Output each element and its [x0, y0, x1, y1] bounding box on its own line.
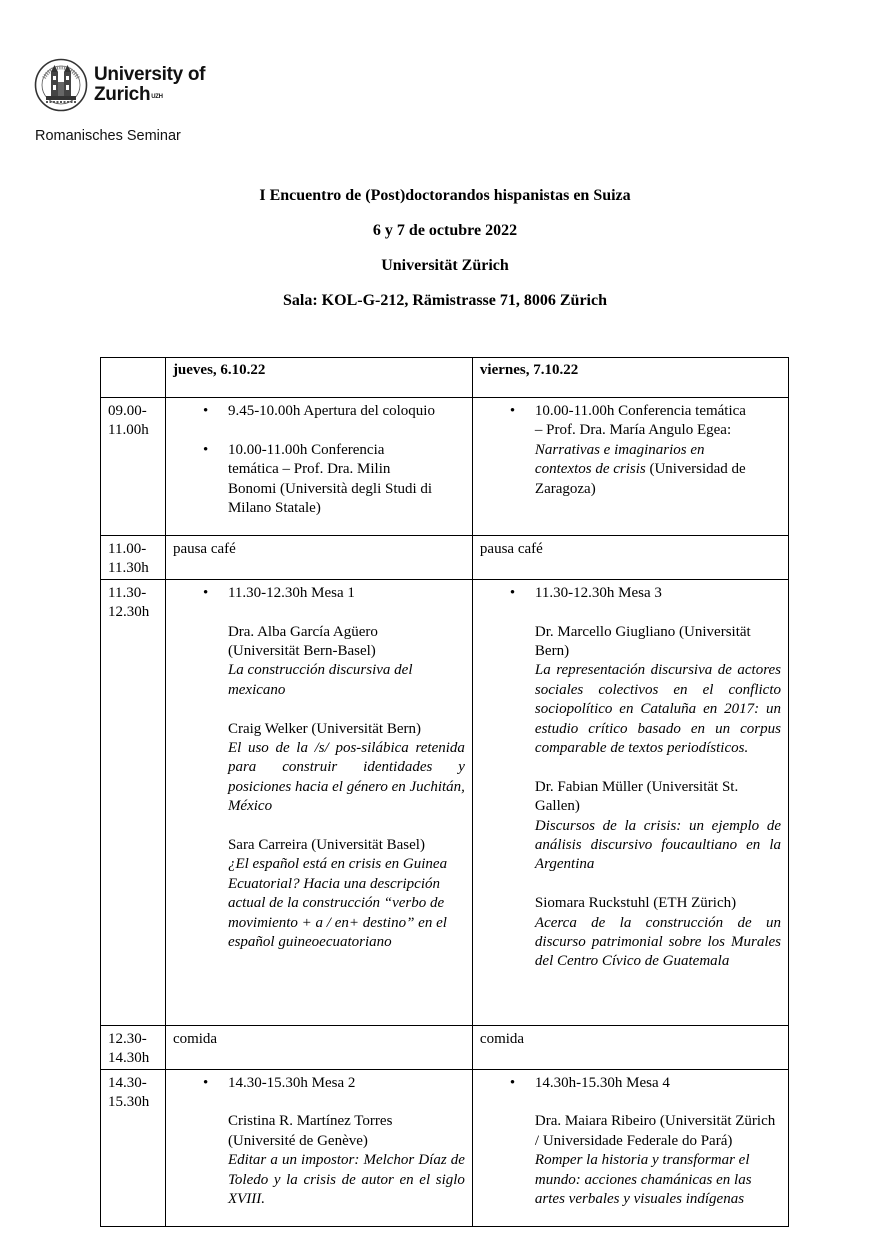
event-header	[0, 186, 890, 326]
talk-speaker: Siomara Ruckstuhl (ETH Zürich)	[534, 895, 737, 912]
talk	[173, 720, 465, 817]
university-seal-icon	[34, 58, 88, 112]
talk	[480, 778, 781, 875]
thursday-cell	[165, 1069, 472, 1226]
friday-cell	[472, 1069, 788, 1226]
talk-title: El uso de la /s/ pos-silábica retenida para construir identidades y posiciones hacia el género en Juchitán, México	[227, 740, 465, 815]
thursday-cell	[165, 579, 472, 1025]
talk-speaker: Craig Welker (Universität Bern)	[227, 720, 421, 737]
talk-title: Acerca de la construcción de un discurso patrimonial sobre los Murales del Centro Cívico de Guatemala	[534, 914, 781, 970]
table-row	[101, 536, 789, 580]
university-logo	[34, 58, 205, 112]
table-row	[101, 1069, 789, 1226]
talk-title: Editar a un impostor: Melchor Díaz de Toledo y la crisis de autor en el siglo XVIII.	[227, 1152, 465, 1208]
event-title: I Encuentro de (Post)doctorandos hispanistas en Suiza	[259, 187, 631, 204]
talk-title: Romper la historia y transformar el mundo: acciones chamánicas en las artes verbales y visuales indígenas	[534, 1152, 752, 1208]
friday-cell	[472, 398, 788, 536]
thursday-cell	[165, 398, 472, 536]
uzh-suffix: UZH	[151, 94, 163, 100]
event-room: Sala: KOL-G-212, Rämistrasse 71, 8006 Zürich	[283, 292, 607, 309]
table-row	[101, 398, 789, 536]
session-label: • 11.30-12.30h Mesa 1	[173, 584, 465, 603]
talk-speaker: Dr. Fabian Müller (Universität St. Gallen)	[534, 778, 739, 815]
header-friday: viernes, 7.10.22	[472, 358, 788, 398]
list-item: • 10.00-11.00h Conferencia temática – Prof. Dra. Milin Bonomi (Università degli Studi di Milano Statale)	[173, 441, 465, 519]
header-time-cell	[101, 358, 166, 398]
list-item: • 9.45-10.00h Apertura del coloquio	[173, 402, 465, 421]
talk	[173, 623, 465, 701]
thursday-cell: comida	[165, 1025, 472, 1069]
university-name-line1: University of	[94, 64, 206, 85]
talk-speaker: Cristina R. Martínez Torres (Université de Genève)	[227, 1113, 393, 1149]
talk	[480, 894, 781, 972]
event-venue: Universität Zürich	[381, 257, 509, 274]
program-table	[100, 357, 789, 1227]
university-name	[94, 65, 205, 105]
talk-speaker: Sara Carreira (Universität Basel)	[227, 837, 425, 854]
talk	[173, 1112, 465, 1209]
friday-cell	[472, 579, 788, 1025]
time-cell: 09.00- 11.00h	[101, 398, 166, 536]
time-cell: 12.30- 14.30h	[101, 1025, 166, 1069]
time-cell: 11.00- 11.30h	[101, 536, 166, 580]
table-header-row	[101, 358, 789, 398]
talk-title: Narrativas e imaginarios en	[534, 441, 705, 458]
list-item: • 10.00-11.00h Conferencia temática – Prof. Dra. María Angulo Egea: Narrativas e imaginarios en contextos de crisis (Universidad de Zaragoza)	[480, 402, 781, 499]
thursday-cell: pausa café	[165, 536, 472, 580]
time-cell: 14.30- 15.30h	[101, 1069, 166, 1226]
event-dates: 6 y 7 de octubre 2022	[372, 222, 518, 239]
talk-title: La construcción discursiva del mexicano	[227, 662, 413, 698]
header-thursday: jueves, 6.10.22	[165, 358, 472, 398]
talk	[173, 836, 465, 952]
talk	[480, 623, 781, 759]
talk-speaker: Dra. Alba García Agüero (Universität Bern-Basel)	[227, 623, 378, 660]
talk-speaker: Dra. Maiara Ribeiro (Universität Zürich / Universidade Federale do Pará)	[534, 1113, 776, 1149]
talk-title: ¿El español está en crisis en Guinea Ecuatorial? Hacia una descripción actual de la construcción “verbo de movimiento + a / en+ destino” en el español guineoecuatoriano	[227, 856, 448, 951]
table-row	[101, 1025, 789, 1069]
talk-speaker: Dr. Marcello Giugliano (Universität Bern)	[534, 623, 751, 660]
talk	[480, 1112, 781, 1209]
talk-title: Discursos de la crisis: un ejemplo de análisis discursivo foucaultiano en la Argentina	[534, 817, 781, 873]
friday-cell: pausa café	[472, 536, 788, 580]
session-label: • 14.30-15.30h Mesa 2	[173, 1074, 465, 1093]
university-name-line2: Zurich$^{UZH}$	[94, 84, 163, 105]
session-label: • 11.30-12.30h Mesa 3	[480, 584, 781, 603]
table-row	[101, 579, 789, 1025]
talk-title: contextos de crisis	[534, 461, 646, 478]
talk-title: La representación discursiva de actores sociales colectivos en el conflicto sociopolítico en Cataluña en 2017: un estudio crítico basado en un corpus comparable de textos periodísticos.	[534, 662, 781, 757]
friday-cell: comida	[472, 1025, 788, 1069]
time-cell: 11.30- 12.30h	[101, 579, 166, 1025]
department-name: Romanisches Seminar	[35, 128, 181, 144]
session-label: • 14.30h-15.30h Mesa 4	[480, 1074, 781, 1093]
